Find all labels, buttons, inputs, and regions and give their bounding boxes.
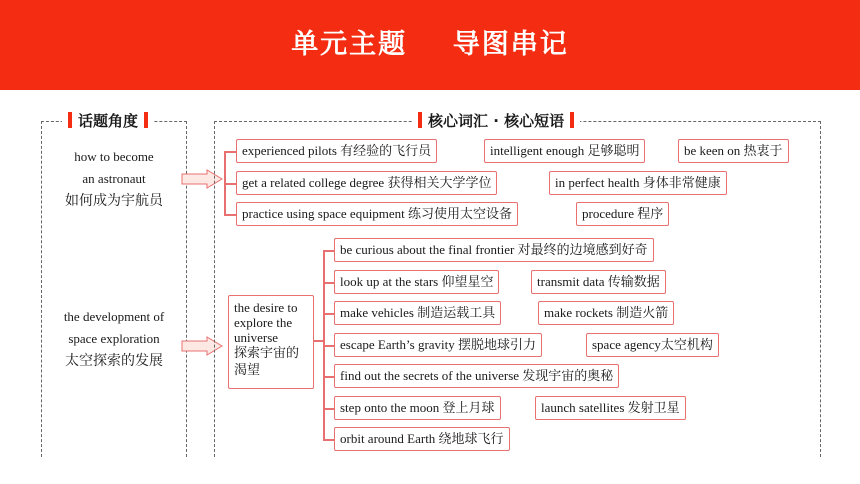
topic-en-line: an astronaut xyxy=(82,171,146,186)
connector-line xyxy=(314,340,324,342)
topic-become-astronaut xyxy=(42,146,186,212)
connector-line xyxy=(224,214,236,216)
connector-line xyxy=(323,250,334,252)
vocab-chip: make rockets 制造火箭 xyxy=(538,301,674,325)
vocab-chip: find out the secrets of the universe 发现宇宙的奥秘 xyxy=(334,364,619,388)
topic-angle-heading-text: 话题角度 xyxy=(78,112,139,130)
connector-line xyxy=(323,408,334,410)
connector-line xyxy=(224,183,236,185)
vocab-chip: experienced pilots 有经验的飞行员 xyxy=(236,139,437,163)
connector-line xyxy=(323,439,334,441)
desire-en-line: explore the xyxy=(234,315,293,330)
page-title: 单元主题 导图串记 xyxy=(291,29,569,60)
vocab-chip: intelligent enough 足够聪明 xyxy=(484,139,645,163)
vocab-chip: practice using space equipment 练习使用太空设备 xyxy=(236,202,518,226)
vocab-chip: make vehicles 制造运载工具 xyxy=(334,301,501,325)
connector-line xyxy=(224,151,236,153)
vocab-chip: procedure 程序 xyxy=(576,202,669,226)
topic-zh: 如何成为宇航员 xyxy=(65,193,163,209)
vocab-chip: be curious about the final frontier 对最终的边境感到好奇 xyxy=(334,238,654,262)
vocab-chip: space agency太空机构 xyxy=(586,333,719,357)
desire-en-line: universe xyxy=(234,330,279,345)
connector-line xyxy=(323,282,334,284)
connector-line xyxy=(323,345,334,347)
vocab-chip: escape Earth’s gravity 摆脱地球引力 xyxy=(334,333,542,357)
heading-bar-right xyxy=(570,112,574,128)
vocab-chip: get a related college degree 获得相关大学学位 xyxy=(236,171,497,195)
heading-bar-right xyxy=(144,112,148,128)
vocab-chip: look up at the stars 仰望星空 xyxy=(334,270,499,294)
desire-to-explore-box xyxy=(228,295,314,389)
connector-line xyxy=(323,313,334,315)
connector-line xyxy=(323,376,334,378)
desire-zh-line: 渴望 xyxy=(234,363,261,378)
core-vocab-heading xyxy=(412,109,580,133)
topic-en-line: the development of xyxy=(63,309,165,324)
vocab-chip: launch satellites 发射卫星 xyxy=(535,396,686,420)
topic-en-line: how to become xyxy=(74,149,154,164)
topic-en-line: space exploration xyxy=(68,331,160,346)
vocab-chip: orbit around Earth 绕地球飞行 xyxy=(334,427,510,451)
desire-zh-line: 探索宇宙的 xyxy=(234,346,300,361)
topic-zh: 太空探索的发展 xyxy=(65,353,163,369)
vocab-chip: transmit data 传输数据 xyxy=(531,270,666,294)
core-vocab-heading-text: 核心词汇 · 核心短语 xyxy=(428,112,565,130)
topic-angle-heading xyxy=(62,109,154,133)
vocab-chip: step onto the moon 登上月球 xyxy=(334,396,501,420)
vocab-chip: be keen on 热衷于 xyxy=(678,139,789,163)
vocab-chip: in perfect health 身体非常健康 xyxy=(549,171,727,195)
desire-en-line: the desire to xyxy=(234,300,298,315)
topic-space-exploration xyxy=(42,306,186,372)
